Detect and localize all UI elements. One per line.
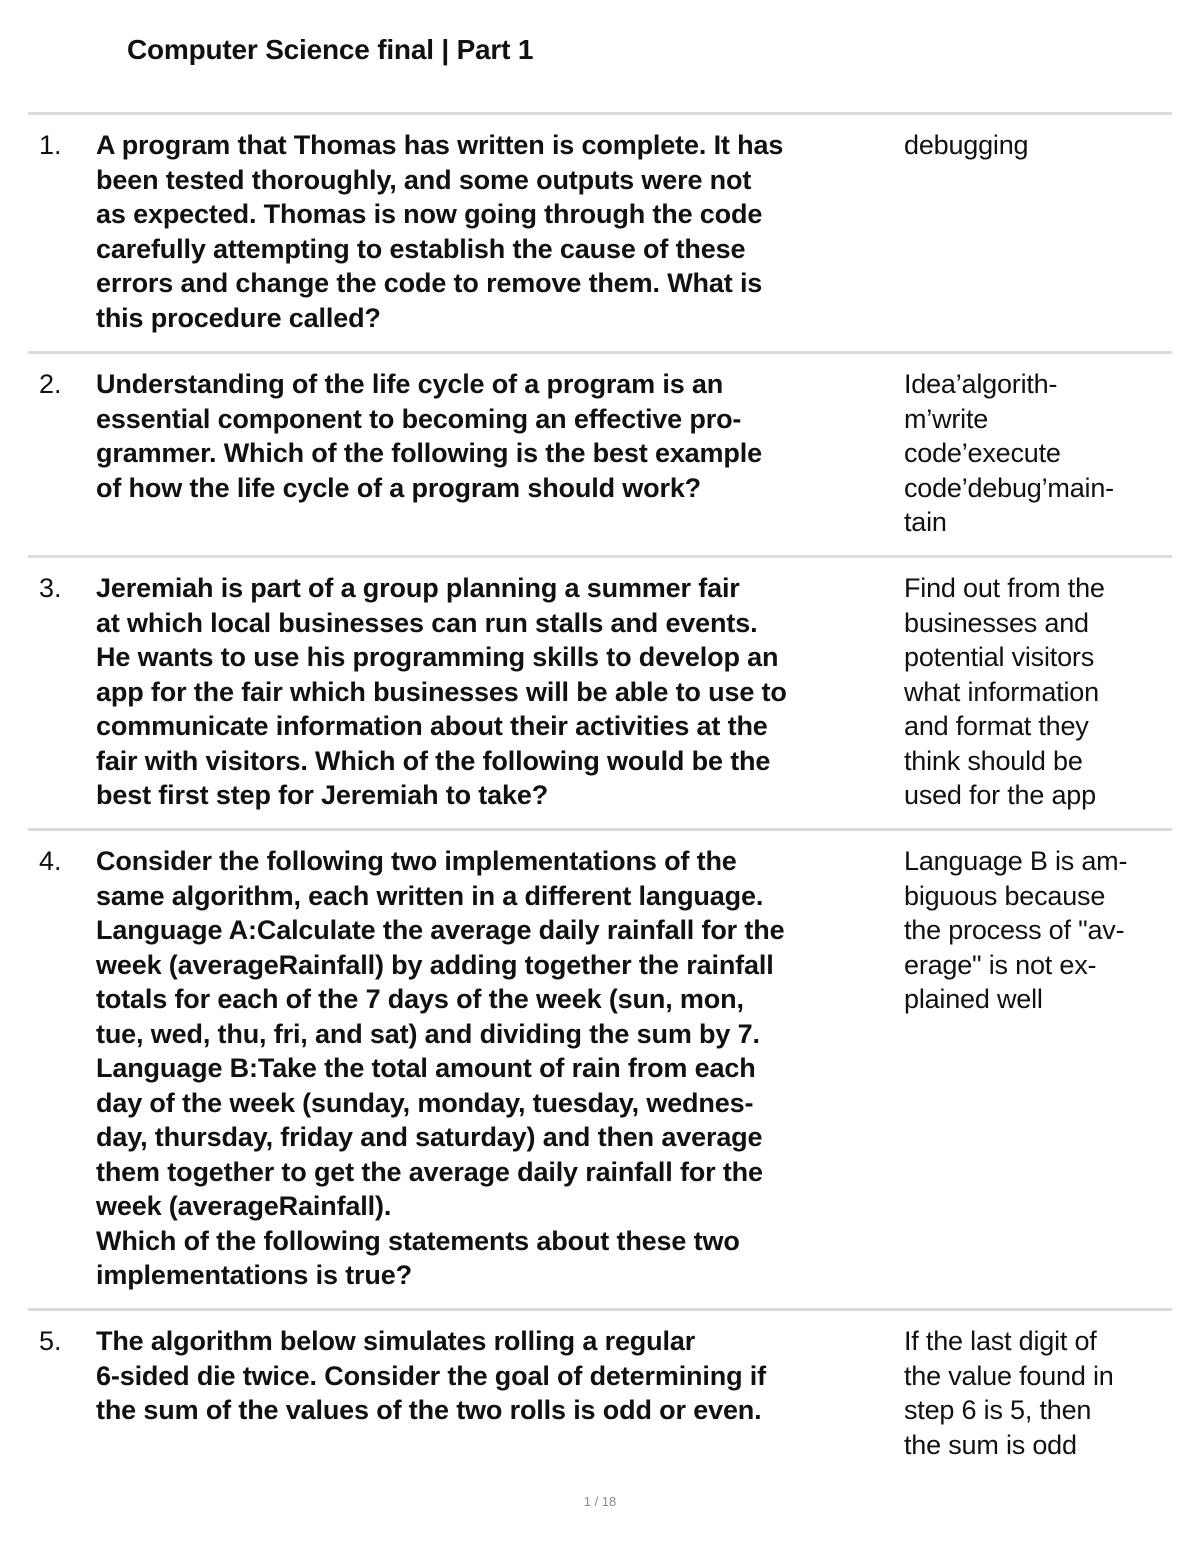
- question-number: 2.: [39, 369, 62, 399]
- question-text: Understanding of the life cycle of a program is an essential component to becoming an effective pro- grammer. Which of the following is the best example of how the life cycle of a program should work?: [96, 369, 762, 503]
- question-text: Consider the following two implementations of the same algorithm, each written in a different language. Language A:Calculate the average daily rainfall for the week (averageRainfall) by adding together the rainfall totals for each of the 7 days of the week (sun, mon, tue, wed, thu, fri, and sat) and dividing the sum by 7. Language B:Take the total amount of rain from each day of the week (sunday, monday, tuesday, wednes- day, thursday, friday and saturday) and then average them together to get the average daily rainfall for the week (averageRainfall). Which of the following statements about these two implementations is true?: [96, 846, 785, 1290]
- answer-text: Idea’algorith- m’write code’execute code’debug’main- tain: [904, 369, 1114, 537]
- flashcard-row-1: [28, 112, 1172, 351]
- question-text: The algorithm below simulates rolling a regular 6-sided die twice. Consider the goal of determining if the sum of the values of the two rolls is odd or even.: [96, 1326, 766, 1425]
- question-number: 5.: [39, 1326, 62, 1356]
- flashcard-list: [28, 112, 1172, 1478]
- question-number: 4.: [39, 846, 62, 876]
- question-text: Jeremiah is part of a group planning a summer fair at which local businesses can run stalls and events. He wants to use his programming skills to develop an app for the fair which businesses will be able to use to communicate information about their activities at the fair with visitors. Which of the following would be the best first step for Jeremiah to take?: [96, 573, 787, 810]
- flashcard-row-5: [28, 1308, 1172, 1478]
- question-number: 3.: [39, 573, 62, 603]
- answer-text: debugging: [904, 130, 1029, 160]
- question-number: 1.: [39, 130, 62, 160]
- flashcard-row-4: [28, 828, 1172, 1308]
- page-indicator: 1 / 18: [583, 1494, 617, 1509]
- answer-text: Find out from the businesses and potential visitors what information and format they think should be used for the app: [904, 573, 1105, 810]
- flashcard-row-3: [28, 555, 1172, 828]
- document-title: Computer Science final | Part 1: [127, 34, 534, 65]
- question-text: A program that Thomas has written is complete. It has been tested thoroughly, and some outputs were not as expected. Thomas is now going through the code carefully attempting to establish the cause of these errors and change the code to remove them. What is this procedure called?: [96, 130, 784, 333]
- flashcard-row-2: [28, 351, 1172, 555]
- answer-text: If the last digit of the value found in step 6 is 5, then the sum is odd: [904, 1326, 1114, 1460]
- answer-text: Language B is am- biguous because the process of "av- erage" is not ex- plained well: [904, 846, 1128, 1014]
